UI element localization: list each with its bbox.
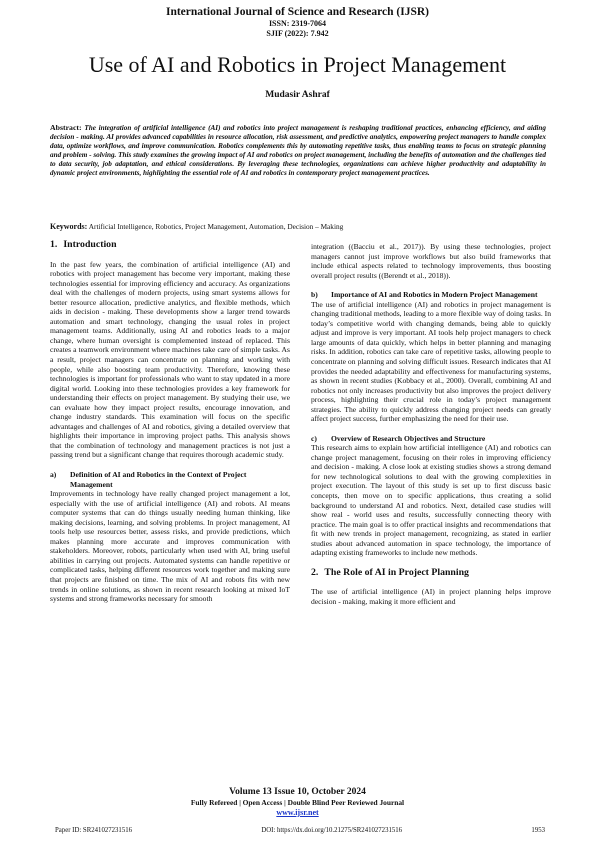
subsection-title: Overview of Research Objectives and Structure xyxy=(331,433,486,443)
section-title: Introduction xyxy=(63,239,117,250)
section-number: 2. xyxy=(311,566,319,578)
footer-volume: Volume 13 Issue 10, October 2024 xyxy=(229,787,366,797)
journal-issn: ISSN: 2319-7064 xyxy=(268,19,327,28)
keywords-text: Artificial Intelligence, Robotics, Project Management, Automation, Decision – Making xyxy=(88,222,344,231)
section-number: 1. xyxy=(50,239,58,250)
footer-meta xyxy=(55,827,545,834)
abstract xyxy=(50,124,546,177)
page-footer xyxy=(0,787,595,818)
section-intro-heading xyxy=(50,240,290,250)
section-2-heading xyxy=(311,568,551,578)
journal-name: International Journal of Science and Research (IJSR) xyxy=(165,6,429,18)
section-2-paragraph: The use of artificial intelligence (AI) in project planning helps improve decision - making, making it more efficient and xyxy=(311,587,551,606)
subsection-c-heading xyxy=(311,434,551,444)
keywords xyxy=(50,222,546,231)
keywords-label: Keywords: xyxy=(50,222,88,231)
page-number: 1953 xyxy=(531,827,545,834)
subsection-b-heading xyxy=(311,290,551,300)
subsection-b-paragraph: The use of artificial intelligence (AI) and robotics in project management is changing traditional methods, leading to a more flexible way of doing tasks. In today’s competitive world with changing demands, being able to quickly adjust and improve is very important. AI tools help project managers to check large amounts of data quickly, which helps in better planning and managing risks. In addition, robotics can take care of repetitive tasks, allowing people to concentrate on planning and solving difficult issues. Research indicates that AI provides the needed adaptability and effectiveness for manufacturing systems, as shown in recent studies (Kobbacy et al., 2000). Overall, combining AI and robotics not only increases productivity but also improves the project delivery process, highlighting their crucial role in today’s project management strategies. The ability to quickly address changing project needs can greatly affect project success, further emphasizing the need for their use. xyxy=(311,299,551,424)
subsection-c-paragraph: This research aims to explain how artificial intelligence (AI) and robotics can change project management, focusing on their roles in improving efficiency and decision - making. A close look at existing studies shows a strong demand for new technological solutions to deal with the growing complexities in project execution. The layout of this study is set up to first discuss basic concepts, then move on to specific applications, thus creating a solid background to understand AI and robotics. Next, detailed case studies will show real - world uses and results, successfully connecting theory with practice. The main goal is to offer practical insights and recommendations that fit with new trends in project management, recognizing, as stated in earlier studies about advanced automation in space technology, the importance of adapting existing frameworks to include new methods. xyxy=(311,443,551,558)
paper-id: Paper ID: SR241027231516 xyxy=(55,827,133,834)
paper-author: Mudasir Ashraf xyxy=(265,90,330,100)
subsection-number: c) xyxy=(311,433,317,443)
subsection-a-heading xyxy=(50,470,290,489)
footer-website-link[interactable]: www.ijsr.net xyxy=(276,808,319,817)
doi: DOI: https://dx.doi.org/10.21275/SR241027231516 xyxy=(261,827,403,834)
subsection-title: Importance of AI and Robotics in Modern Project Management xyxy=(331,290,538,300)
left-column xyxy=(50,240,290,604)
subsection-number: a) xyxy=(50,470,57,480)
subsection-number: b) xyxy=(311,290,318,300)
paper-title: Use of AI and Robotics in Project Management xyxy=(88,52,507,77)
section-title: The Role of AI in Project Planning xyxy=(324,566,469,578)
intro-paragraph: In the past few years, the combination of artificial intelligence (AI) and robotics with project management has become very important, making these technologies essential for improving efficiency and accuracy. As organizations deal with the challenges of modern projects, using smart systems allows for better resource allocation, predictive analytics, and flexible methods, which aids in decision - making. These developments show a larger trend towards automation and smart technology, changing the usual roles in project management teams. Additionally, using AI and robotics leads to a major change, where human oversight is complemented instead of replaced. This creates a teamwork environment where machines take care of simple tasks. As a result, project managers can concentrate on planning and working with people, while also boosting team productivity. Therefore, knowing these technologies is important for professionals who want to stay updated in a more digital world. Looking into these technologies provides a key framework for understanding their effects on project management. By studying their use, we can evaluate how they impact project results, encourage innovation, and change industry standards. This examination will focus on the specific advantages and challenges of AI and robotics, giving a detailed overview that highlights their importance in improving project paths. This analysis shows that the combination of technology and management practices is not just a passing trend but a significant change that requires thorough academic study. xyxy=(50,259,290,460)
journal-sjif: SJIF (2022): 7.942 xyxy=(266,29,329,38)
subsection-title: Definition of AI and Robotics in the Context of Project Management xyxy=(70,470,247,489)
abstract-text: The integration of artificial intelligence (AI) and robotics into project management is reshaping traditional practices, enhancing efficiency, and aiding decision - making. AI provides advanced capabilities in resource allocation, risk assessment, and predictive analytics, empowering project managers to handle complex data, optimize workflows, and improve communication. Robotics complements this by automating repetitive tasks, thus enabling teams to focus on strategic planning and problem - solving. This study examines the growing impact of AI and robotics on project management, including the benefits of automation and the challenges tied to data security, job adaptation, and ethical considerations. By leveraging these technologies, organizations can achieve higher productivity and adaptability in dynamic project environments, highlighting the essential role of AI and robotics in contemporary project management practices. xyxy=(50,124,546,177)
footer-refereed: Fully Refereed | Open Access | Double Blind Peer Reviewed Journal xyxy=(190,798,405,807)
subsection-a-paragraph-continued: integration ((Bacciu et al., 2017)). By using these technologies, project managers cannot just improve workflows but also build frameworks that include ethical aspects related to technology improvements, thus boosting overall project results ((Berendt et al., 2018)). xyxy=(311,242,551,280)
journal-header xyxy=(0,6,595,39)
abstract-label: Abstract: xyxy=(50,123,82,132)
right-column xyxy=(311,242,551,607)
subsection-a-paragraph: Improvements in technology have really changed project management a lot, especially with the use of artificial intelligence (AI) and robots. AI means computer systems that can do things usually needing human thinking, like making decisions, learning, and solving problems. In project management, AI tools help use resources better, assess risks, and provide predictions, which makes planning more accurate and improves communication with stakeholders. Moreover, robots, particularly when used with AI, bring useful abilities in carrying out projects. Automated systems can handle repetitive or complicated tasks, helping different resources work together and making sure that projects are finished on time. The mix of AI and robots fits with new trends in online solutions, as shown in recent research looking at mixed IoT systems and strong frameworks necessary for smooth xyxy=(50,489,290,604)
